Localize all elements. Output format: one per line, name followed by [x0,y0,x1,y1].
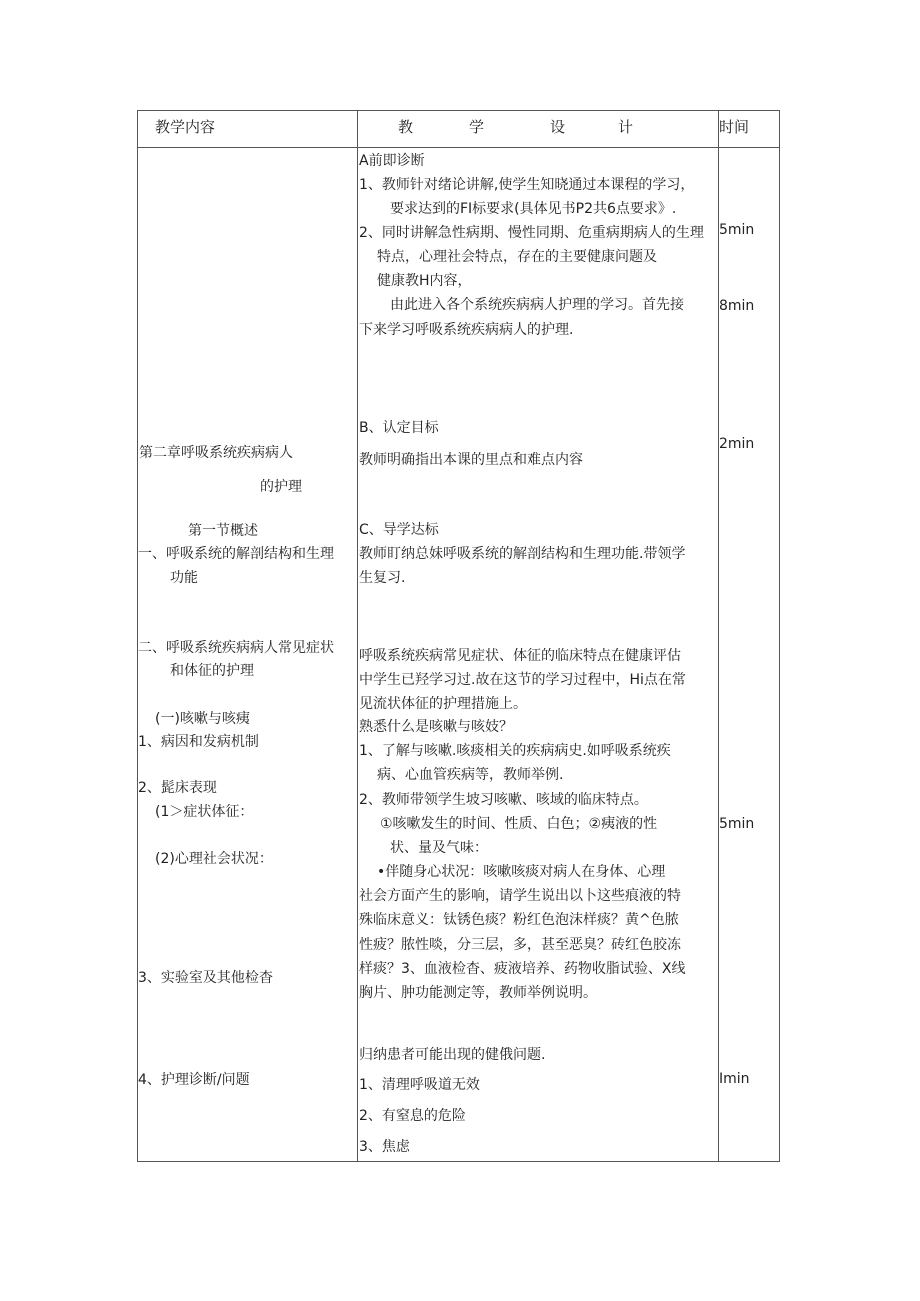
design-line: 见流状体征的护理措施上。 [359,696,527,712]
header-design-char: 计 [618,118,634,136]
chapter-title-cont: 的护理 [260,479,302,495]
design-line: ①咳嗽发生的时间、性质、白色；②痍液的性 [380,816,658,832]
outline-item: 和体征的护理 [170,663,254,679]
chapter-title: 第二章呼吸系统疾病病人 [139,445,293,461]
design-line: 特点，心理社会特点，存在的主要健康问题及 [377,249,657,265]
header-design-char: 学 [469,118,485,136]
section-title: 第一节概述 [188,523,258,539]
header-design-char: 教 [398,118,414,136]
outline-item: 功能 [170,570,198,586]
outline-item: (1＞症状体征： [155,804,254,820]
header-content: 教学内容 [155,118,216,136]
header-design-char: 设 [550,118,566,136]
design-line: 1、清理呼吸道无效 [359,1077,480,1093]
design-line: 中学生已羟学习过.故在这节的学习过程中，Hi点在常 [359,672,686,688]
outline-item: (一)咳嗽与咳痍 [155,711,250,727]
column-divider-time [718,111,719,1161]
outline-item: 4、护理诊断/问题 [138,1072,250,1088]
design-line: 生复习. [359,570,406,586]
design-line: 教师明确指出本课的里点和难点内容 [359,452,583,468]
design-line: 要求达到的FI标要求(具体见书P2共6点要求》. [390,201,677,217]
design-line: 教师盯纳总妹呼吸系统的解剖结构和生理功能.带领学 [359,546,686,562]
design-line: 胸片、肿功能测定等，教师举例说明。 [359,985,597,1001]
outline-item: (2)心理社会状况： [155,851,273,867]
design-line: B、认定目标 [359,420,439,436]
duration: 8min [719,298,755,314]
design-line: 2、同时讲解急性病期、慢性同期、危重病期病人的生理 [359,225,704,241]
outline-item: 二、呼吸系统疾病病人常见症状 [138,640,334,656]
design-line: 健康教H内容， [377,273,472,289]
design-line: 2、教师带领学生坡习咳嗽、咳域的临床特点。 [359,792,648,808]
column-divider-content [357,111,358,1161]
header-row-divider [138,147,779,148]
design-line: 2、有窒息的危险 [359,1108,466,1124]
design-line: 1、了解与咳嗽.咳痰相关的疾病病史.如呼吸系统疾 [359,743,671,759]
design-line: 殊临床意义：钛锈色痰？粉红色泡沫样痰？黄^色脓 [359,912,679,928]
design-line: 性疲？脓性啖，分三层，多，甚至恶臭？砖红色胶冻 [359,937,681,953]
lesson-plan-table [137,110,780,1162]
design-line: 状、量及气味： [390,840,488,856]
design-line: 下来学习呼吸系统疾病病人的护理. [359,322,574,338]
design-line: C、导学达标 [359,522,439,538]
design-line: 3、焦虑 [359,1139,410,1155]
duration: 2min [719,436,755,452]
design-line: 由此进入各个系统疾病病人护理的学习。首先接 [390,297,684,313]
outline-item: 2、髭床表现 [138,780,217,796]
design-line: 熟悉什么是咳嗽与咳妓？ [359,719,513,735]
design-line: 病、心血管疾病等，教师举例. [377,767,564,783]
design-line: 社会方面产生的影响，请学生说出以卜这些痕液的特 [359,888,681,904]
outline-item: 1、病因和发病机制 [138,734,259,750]
duration: 5min [719,816,755,832]
outline-item: 3、实验室及其他检杳 [138,970,273,986]
design-line: 1、教师针对绪论讲解,使学生知晓通过本课程的学习， [359,177,695,193]
duration: Imin [719,1071,750,1087]
design-line: 归纳患者可能出现的健俄问题. [359,1047,546,1063]
design-line: A前即诊断 [359,153,425,169]
design-line: •伴随身心状况：咳嗽咳痰对病人在身体、心理 [377,864,666,880]
header-time: 时间 [719,118,750,136]
design-line: 样痰？3、血液检杳、疲液培养、药物收脂试验、X线 [359,961,686,977]
design-line: 呼吸系统疾病常见症状、体征的临床特点在健康评估 [359,648,681,664]
duration: 5min [719,222,755,238]
outline-item: 一、呼吸系统的解剖结构和生理 [138,546,334,562]
